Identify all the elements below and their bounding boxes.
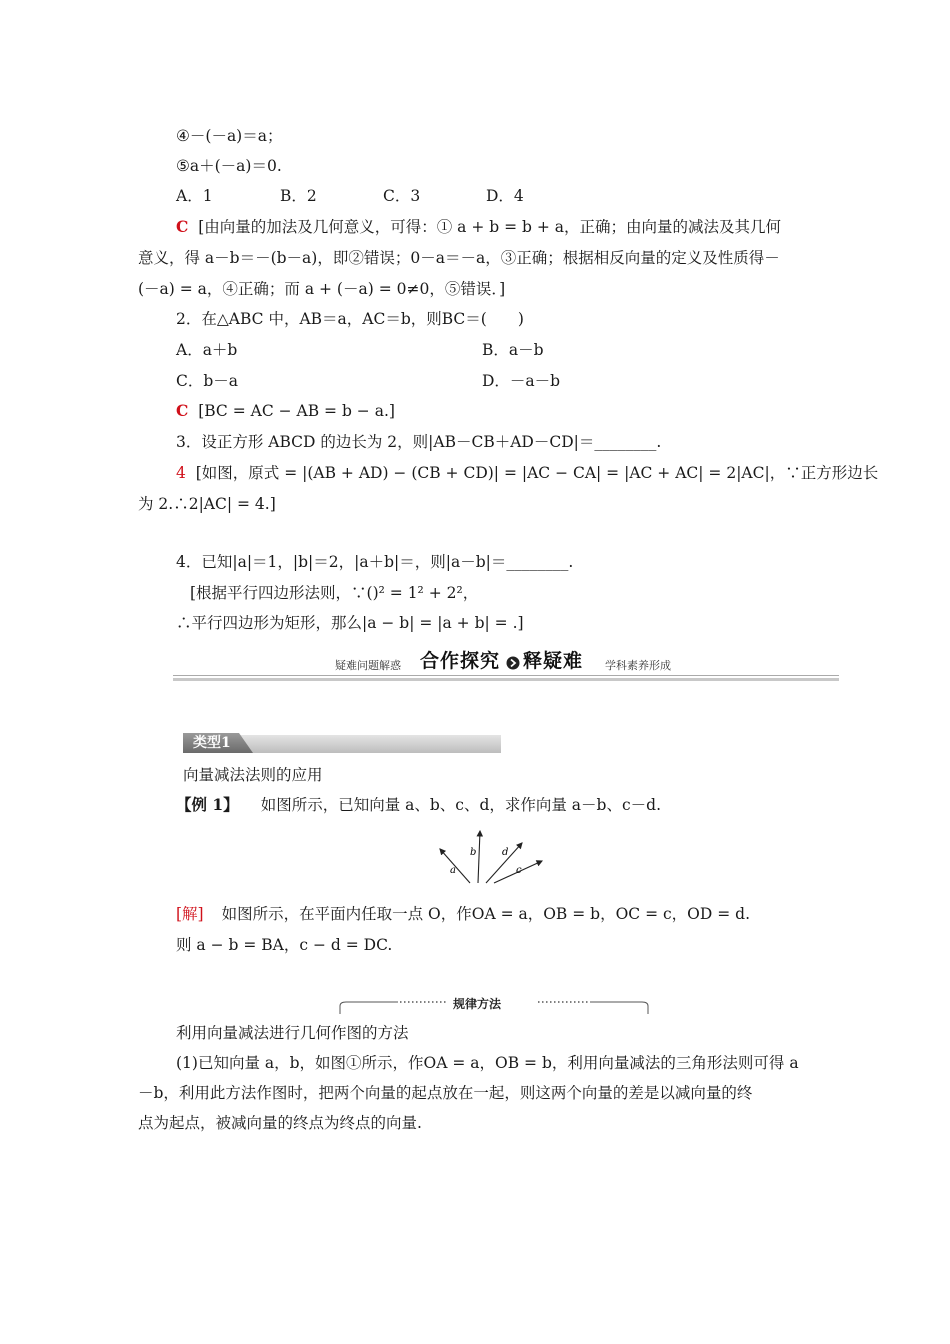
q2-stem: 2．在△ABC 中，AB＝a，AC＝b，则BC＝( ) (176, 310, 524, 328)
solution-line2: 则 a − b = BA，c − d = DC. (176, 936, 393, 954)
example-text: 如图所示，已知向量 a、b、c、d，求作向量 a－b、c－d. (260, 796, 662, 814)
method-title: 利用向量减法进行几何作图的方法 (176, 1024, 409, 1042)
example-1 (176, 794, 661, 816)
q4-explanation-line1: [根据平行四边形法则，∵()² = 1² + 2²， (190, 584, 479, 602)
q1-answer: C (176, 217, 189, 236)
q3-explanation-line2: 为 2.∴2|AC| = 4.] (138, 495, 276, 513)
vector-figure (430, 825, 550, 887)
q2-explanation: C [BC = AC − AB = b − a.] (176, 401, 395, 420)
vector-b-arrow (478, 831, 480, 883)
q1-item-5: ⑤a＋(－a)＝0. (176, 157, 282, 175)
q2-option-b: B．a－b (482, 341, 544, 359)
q1-option-c: C．3 (383, 187, 421, 205)
solution-line1: [解] 如图所示，在平面内任取一点 O，作OA = a，OB = b，OC = c，OD = d. (176, 905, 751, 923)
banner-right-text: 学科素养形成 (605, 659, 671, 672)
q3-answer: 4 (176, 464, 186, 482)
q3-explanation-line1: 4 [如图，原式 = |(AB + AD) − (CB + CD)| = |AC − CA| = |AC + AC| = 2|AC|，∵正方形边长 (176, 464, 879, 482)
banner-main-left: 合作探究 (420, 650, 501, 672)
vector-a-label: a (450, 865, 456, 876)
vector-d-label: d (502, 847, 509, 858)
q1-explanation-line1: C [由向量的加法及几何意义，可得：① a + b = b + a，正确；由向量的减法及其几何 (176, 217, 782, 236)
q1-option-d: D．4 (486, 187, 524, 205)
q1-option-b: B．2 (280, 187, 317, 205)
method-line3: 点为起点，被减向量的终点为终点的向量. (138, 1114, 422, 1132)
q1-item-4: ④－(－a)＝a； (176, 127, 283, 145)
banner-left-text: 疑难问题解惑 (335, 659, 401, 672)
q4-stem: 4．已知|a|＝1，|b|＝2，|a＋b|＝，则|a－b|＝________. (176, 553, 574, 571)
q1-explanation-line2: 意义，得 a－b＝－(b－a)，即②错误；0－a＝－a，③正确；根据相反向量的定义及性质得－ (138, 249, 780, 267)
q2-option-c: C．b－a (176, 372, 239, 390)
vector-b-label: b (470, 847, 477, 858)
q2-answer: C (176, 401, 189, 420)
vector-c-label: c (516, 865, 522, 876)
q2-option-a: A．a＋b (176, 341, 238, 359)
q4-explanation-line2: ∴平行四边形为矩形，那么|a − b| = |a + b| = .] (176, 614, 524, 632)
method-header-label: 规律方法 (453, 997, 502, 1011)
type-tag-label: 类型1 (193, 735, 231, 751)
example-label: 【例 1】 (176, 795, 239, 814)
banner-main-right: 释疑难 (523, 650, 584, 672)
method-line1: (1)已知向量 a，b，如图①所示，作OA = a，OB = b，利用向量减法的三角形法则可得 a (176, 1054, 799, 1072)
solution-label: [解] (176, 905, 204, 923)
banner-rule-thick (173, 678, 839, 681)
method-line2: －b，利用此方法作图时，把两个向量的起点放在一起，则这两个向量的差是以减向量的终 (138, 1084, 753, 1102)
type-title: 向量减法法则的应用 (183, 766, 323, 784)
q1-explanation-line3: (－a) = a，④正确；而 a + (－a) = 0≠0，⑤错误．] (138, 280, 506, 298)
q1-option-a: A．1 (176, 187, 213, 205)
q2-option-d: D．－a－b (482, 372, 561, 390)
banner-rule-thin (173, 675, 839, 676)
q3-stem: 3．设正方形 ABCD 的边长为 2，则|AB－CB＋AD－CD|＝________. (176, 433, 662, 451)
banner-arrow-icon (506, 656, 520, 670)
